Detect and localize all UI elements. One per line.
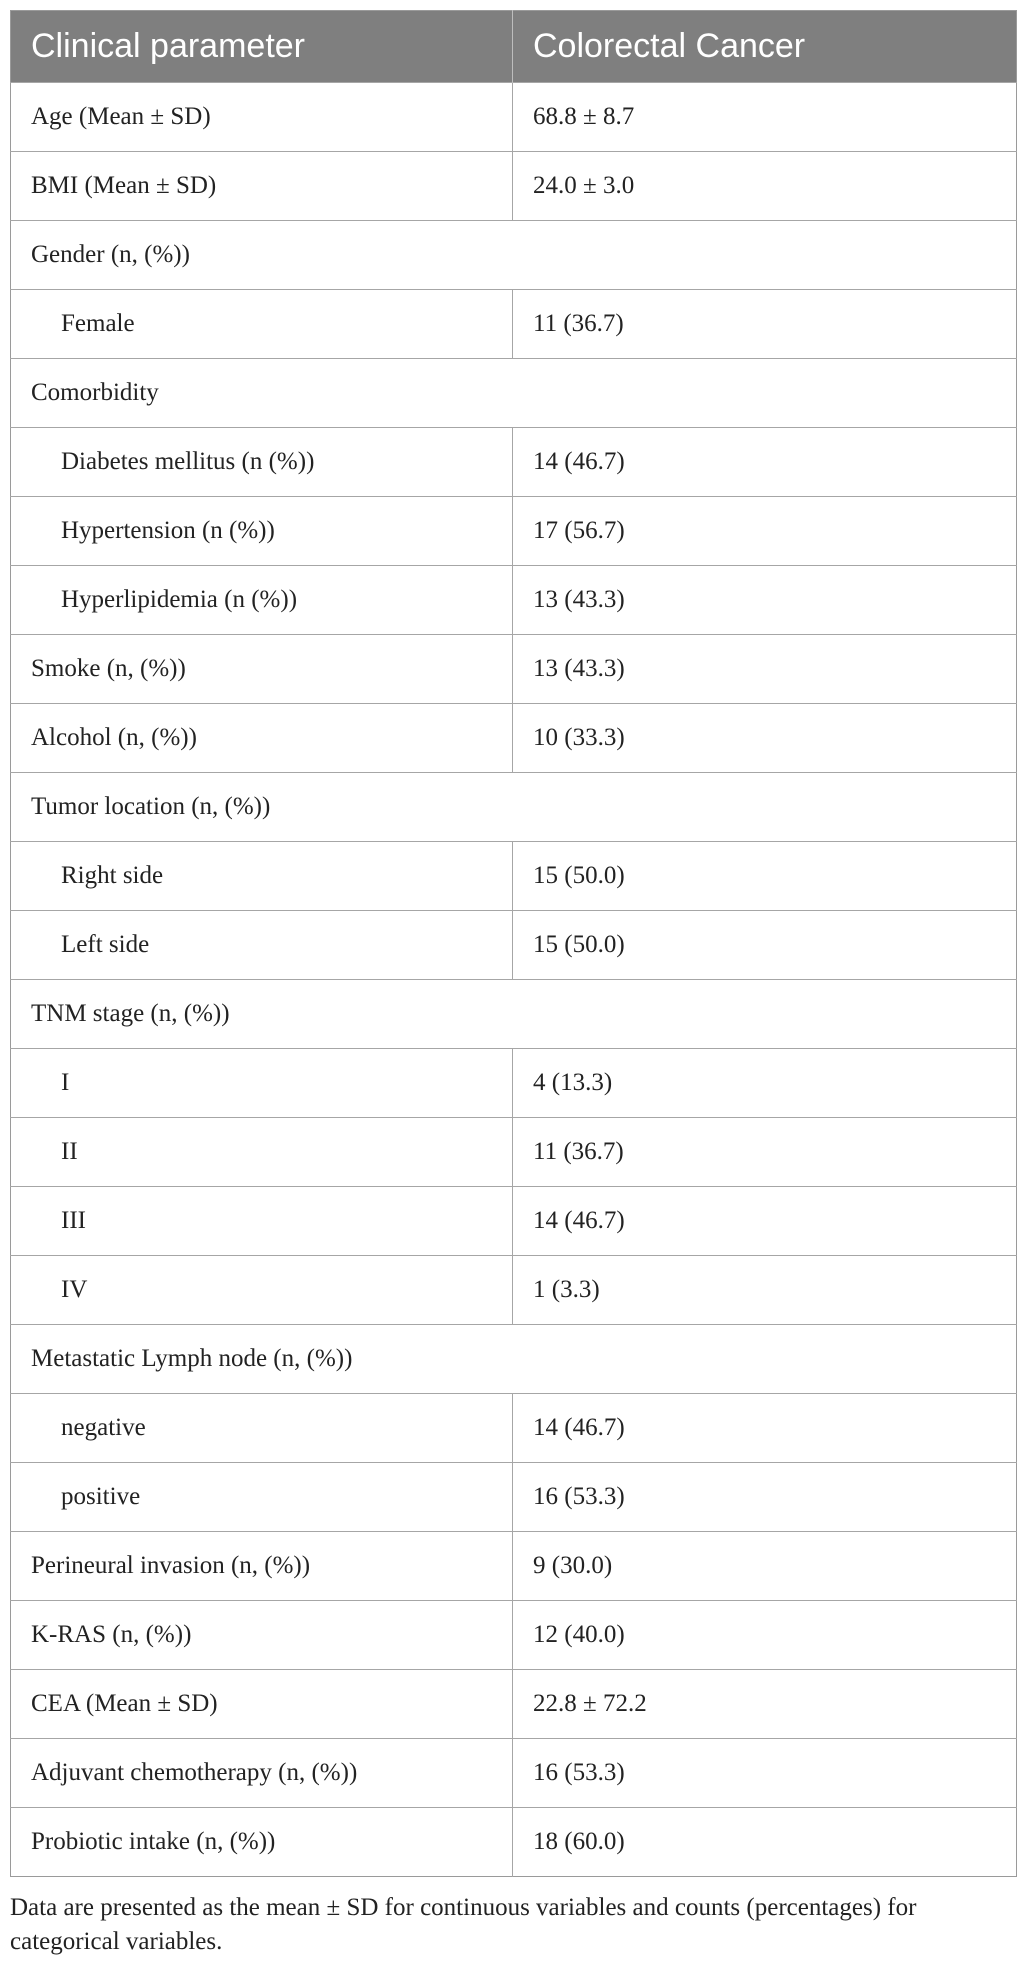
table-row	[11, 1463, 1017, 1532]
table-group-row	[11, 221, 1017, 290]
parameter-label-cell: CEA (Mean ± SD)	[11, 1670, 513, 1739]
value-cell: 14 (46.7)	[513, 1394, 1017, 1463]
table-group-row	[11, 1325, 1017, 1394]
value-cell: 4 (13.3)	[513, 1049, 1017, 1118]
group-label-cell: TNM stage (n, (%))	[11, 980, 1017, 1049]
parameter-label-cell: Right side	[11, 842, 513, 911]
group-label-cell: Gender (n, (%))	[11, 221, 1017, 290]
value-cell: 16 (53.3)	[513, 1463, 1017, 1532]
value-cell: 12 (40.0)	[513, 1601, 1017, 1670]
header-clinical-parameter: Clinical parameter	[11, 11, 513, 83]
table-row	[11, 1187, 1017, 1256]
table-row	[11, 1670, 1017, 1739]
table-row	[11, 290, 1017, 359]
parameter-label-cell: negative	[11, 1394, 513, 1463]
table-row	[11, 1049, 1017, 1118]
parameter-label-cell: Smoke (n, (%))	[11, 635, 513, 704]
table-row	[11, 842, 1017, 911]
value-cell: 13 (43.3)	[513, 566, 1017, 635]
table-row	[11, 497, 1017, 566]
group-label-cell: Tumor location (n, (%))	[11, 773, 1017, 842]
value-cell: 10 (33.3)	[513, 704, 1017, 773]
table-row	[11, 911, 1017, 980]
parameter-label-cell: Hyperlipidemia (n (%))	[11, 566, 513, 635]
table-row	[11, 1808, 1017, 1877]
parameter-label-cell: BMI (Mean ± SD)	[11, 152, 513, 221]
table-row	[11, 1532, 1017, 1601]
table-group-row	[11, 980, 1017, 1049]
value-cell: 13 (43.3)	[513, 635, 1017, 704]
parameter-label-cell: Age (Mean ± SD)	[11, 83, 513, 152]
table-body	[11, 83, 1017, 1877]
parameter-label-cell: Diabetes mellitus (n (%))	[11, 428, 513, 497]
parameter-label-cell: IV	[11, 1256, 513, 1325]
value-cell: 15 (50.0)	[513, 842, 1017, 911]
table-header-row	[11, 11, 1017, 83]
parameter-label-cell: II	[11, 1118, 513, 1187]
table-group-row	[11, 773, 1017, 842]
table-row	[11, 704, 1017, 773]
value-cell: 11 (36.7)	[513, 1118, 1017, 1187]
value-cell: 16 (53.3)	[513, 1739, 1017, 1808]
group-label-cell: Metastatic Lymph node (n, (%))	[11, 1325, 1017, 1394]
table-footnote: Data are presented as the mean ± SD for continuous variables and counts (percentages) for categorical variables.	[10, 1894, 917, 1955]
parameter-label-cell: Left side	[11, 911, 513, 980]
value-cell: 1 (3.3)	[513, 1256, 1017, 1325]
table-group-row	[11, 359, 1017, 428]
value-cell: 14 (46.7)	[513, 428, 1017, 497]
document	[10, 10, 1016, 1959]
parameter-label-cell: Probiotic intake (n, (%))	[11, 1808, 513, 1877]
value-cell: 22.8 ± 72.2	[513, 1670, 1017, 1739]
table-row	[11, 1256, 1017, 1325]
table-row	[11, 1118, 1017, 1187]
parameter-label-cell: Adjuvant chemotherapy (n, (%))	[11, 1739, 513, 1808]
clinical-parameters-table	[10, 10, 1017, 1877]
value-cell: 24.0 ± 3.0	[513, 152, 1017, 221]
value-cell: 9 (30.0)	[513, 1532, 1017, 1601]
value-cell: 17 (56.7)	[513, 497, 1017, 566]
value-cell: 14 (46.7)	[513, 1187, 1017, 1256]
group-label-cell: Comorbidity	[11, 359, 1017, 428]
parameter-label-cell: positive	[11, 1463, 513, 1532]
parameter-label-cell: Hypertension (n (%))	[11, 497, 513, 566]
table-row	[11, 1739, 1017, 1808]
parameter-label-cell: III	[11, 1187, 513, 1256]
parameter-label-cell: Perineural invasion (n, (%))	[11, 1532, 513, 1601]
table-row	[11, 566, 1017, 635]
parameter-label-cell: I	[11, 1049, 513, 1118]
value-cell: 68.8 ± 8.7	[513, 83, 1017, 152]
table-row	[11, 635, 1017, 704]
header-colorectal-cancer: Colorectal Cancer	[513, 11, 1017, 83]
table-row	[11, 152, 1017, 221]
parameter-label-cell: Alcohol (n, (%))	[11, 704, 513, 773]
table-row	[11, 1394, 1017, 1463]
table-row	[11, 428, 1017, 497]
value-cell: 11 (36.7)	[513, 290, 1017, 359]
table-row	[11, 83, 1017, 152]
parameter-label-cell: Female	[11, 290, 513, 359]
value-cell: 15 (50.0)	[513, 911, 1017, 980]
table-row	[11, 1601, 1017, 1670]
value-cell: 18 (60.0)	[513, 1808, 1017, 1877]
parameter-label-cell: K-RAS (n, (%))	[11, 1601, 513, 1670]
